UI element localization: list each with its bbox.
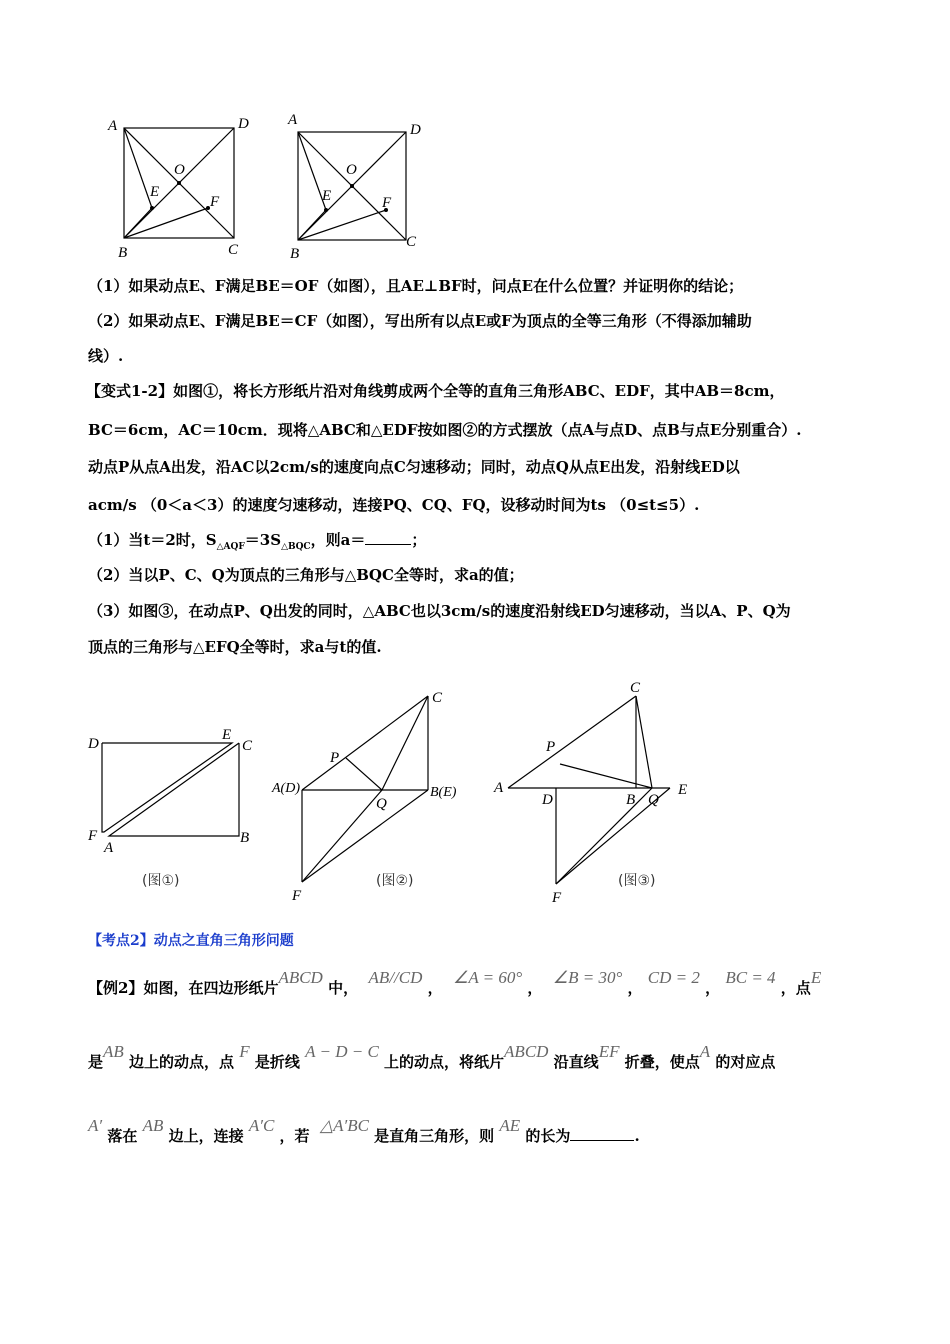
svg-text:D: D [410,122,421,138]
svg-text:D: D [88,736,99,752]
svg-text:B: B [290,246,300,262]
variant-part3-line1: （3）如图③，在动点P、Q出发的同时，△ABC也以3cm/s的速度沿射线ED匀速移动，当以A、P、Q为 [88,602,791,620]
mid-figure-3 [490,678,700,908]
svg-text:B: B [626,792,636,808]
top-figure-1 [100,112,260,262]
example2-line3: A′ 落在 AB 边上，连接 A′C ，若 △A′BC 是直角三角形，则 AE 的长为 . [88,1116,640,1145]
svg-text:P: P [546,739,556,755]
svg-text:D: D [238,116,249,132]
example2-line2: 是AB 边上的动点，点 F 是折线 A − D − C 上的动点，将纸片ABCD 沿直线EF 折叠，使点A 的对应点 [88,1042,776,1071]
svg-text:F: F [292,888,302,904]
top-figure-2 [282,112,442,262]
svg-text:F: F [552,890,562,906]
svg-text:D: D [542,792,553,808]
svg-text:E: E [678,782,688,798]
svg-text:E: E [150,184,160,200]
svg-text:C: C [242,738,253,754]
mid-figure-2 [270,686,480,908]
svg-text:C: C [630,680,641,696]
variant-part1: （1）当t＝2时，$S_{\triangle AQF}=3S_{\triangle BQC}$，则a＝ ； [88,531,427,552]
svg-text:A: A [494,780,504,796]
svg-text:Q: Q [648,792,659,808]
svg-text:C: C [406,234,417,250]
variant-line4: acm/s （0＜a＜3）的速度匀速移动，连接PQ、CQ、FQ，设移动时间为ts （0≤t≤5）. [88,496,700,514]
svg-text:P: P [330,750,340,766]
variant-part2: （2）当以P、C、Q为顶点的三角形与△BQC全等时，求a的值； [88,566,524,584]
variant-line3: 动点P从点A出发，沿AC以2cm/s的速度向点C匀速移动；同时，动点Q从点E出发，沿射线ED以 [88,458,740,476]
svg-text:A: A [108,118,118,134]
svg-text:B(E): B(E) [430,785,457,800]
answer-blank-2 [570,1126,634,1141]
svg-text:B: B [118,245,128,261]
answer-blank [365,530,411,545]
mid-figure-1 [84,726,259,889]
svg-text:A: A [104,840,114,856]
svg-text:A: A [288,112,298,128]
svg-text:O: O [346,162,357,178]
example2-line1: 【例2】如图，在四边形纸片ABCD 中， AB//CD ， ∠A = 60° ， ∠B = 30° ， CD = 2 ， BC = 4 ，点E [88,968,822,997]
figure-2-caption: (图②) [376,873,414,889]
q1-part2-line1: （2）如果动点E、F满足BE＝CF（如图），写出所有以点E或F为顶点的全等三角形（不得添加辅助 [88,312,752,330]
figure-1-caption: (图①) [142,873,180,889]
topic2-heading: 【考点2】动点之直角三角形问题 [88,933,294,949]
variant-part3-line2: 顶点的三角形与△EFQ全等时，求a与t的值. [88,638,382,656]
svg-text:A(D): A(D) [272,781,300,796]
variant-line1: 【变式1-2】如图①，将长方形纸片沿对角线剪成两个全等的直角三角形ABC、EDF，其中AB＝8cm， [86,382,785,400]
svg-text:C: C [432,690,443,706]
svg-text:F: F [88,828,98,844]
svg-text:O: O [174,162,185,178]
svg-text:F: F [382,195,392,211]
q1-part2-line2: 线）. [88,347,124,365]
svg-text:E: E [222,727,232,743]
q1-part1: （1）如果动点E、F满足BE＝OF（如图），且AE⊥BF时，问点E在什么位置？并证明你的结论； [88,277,744,295]
svg-text:Q: Q [376,796,387,812]
figure-3-caption: (图③) [618,873,656,889]
variant-line2: BC＝6cm，AC＝10cm．现将△ABC和△EDF按如图②的方式摆放（点A与点D、点B与点E分别重合）. [88,421,802,439]
svg-text:B: B [240,830,250,846]
svg-text:E: E [322,188,332,204]
variant-tag: 【变式1-2】 [86,382,174,400]
svg-text:F: F [210,194,220,210]
svg-text:C: C [228,242,239,258]
